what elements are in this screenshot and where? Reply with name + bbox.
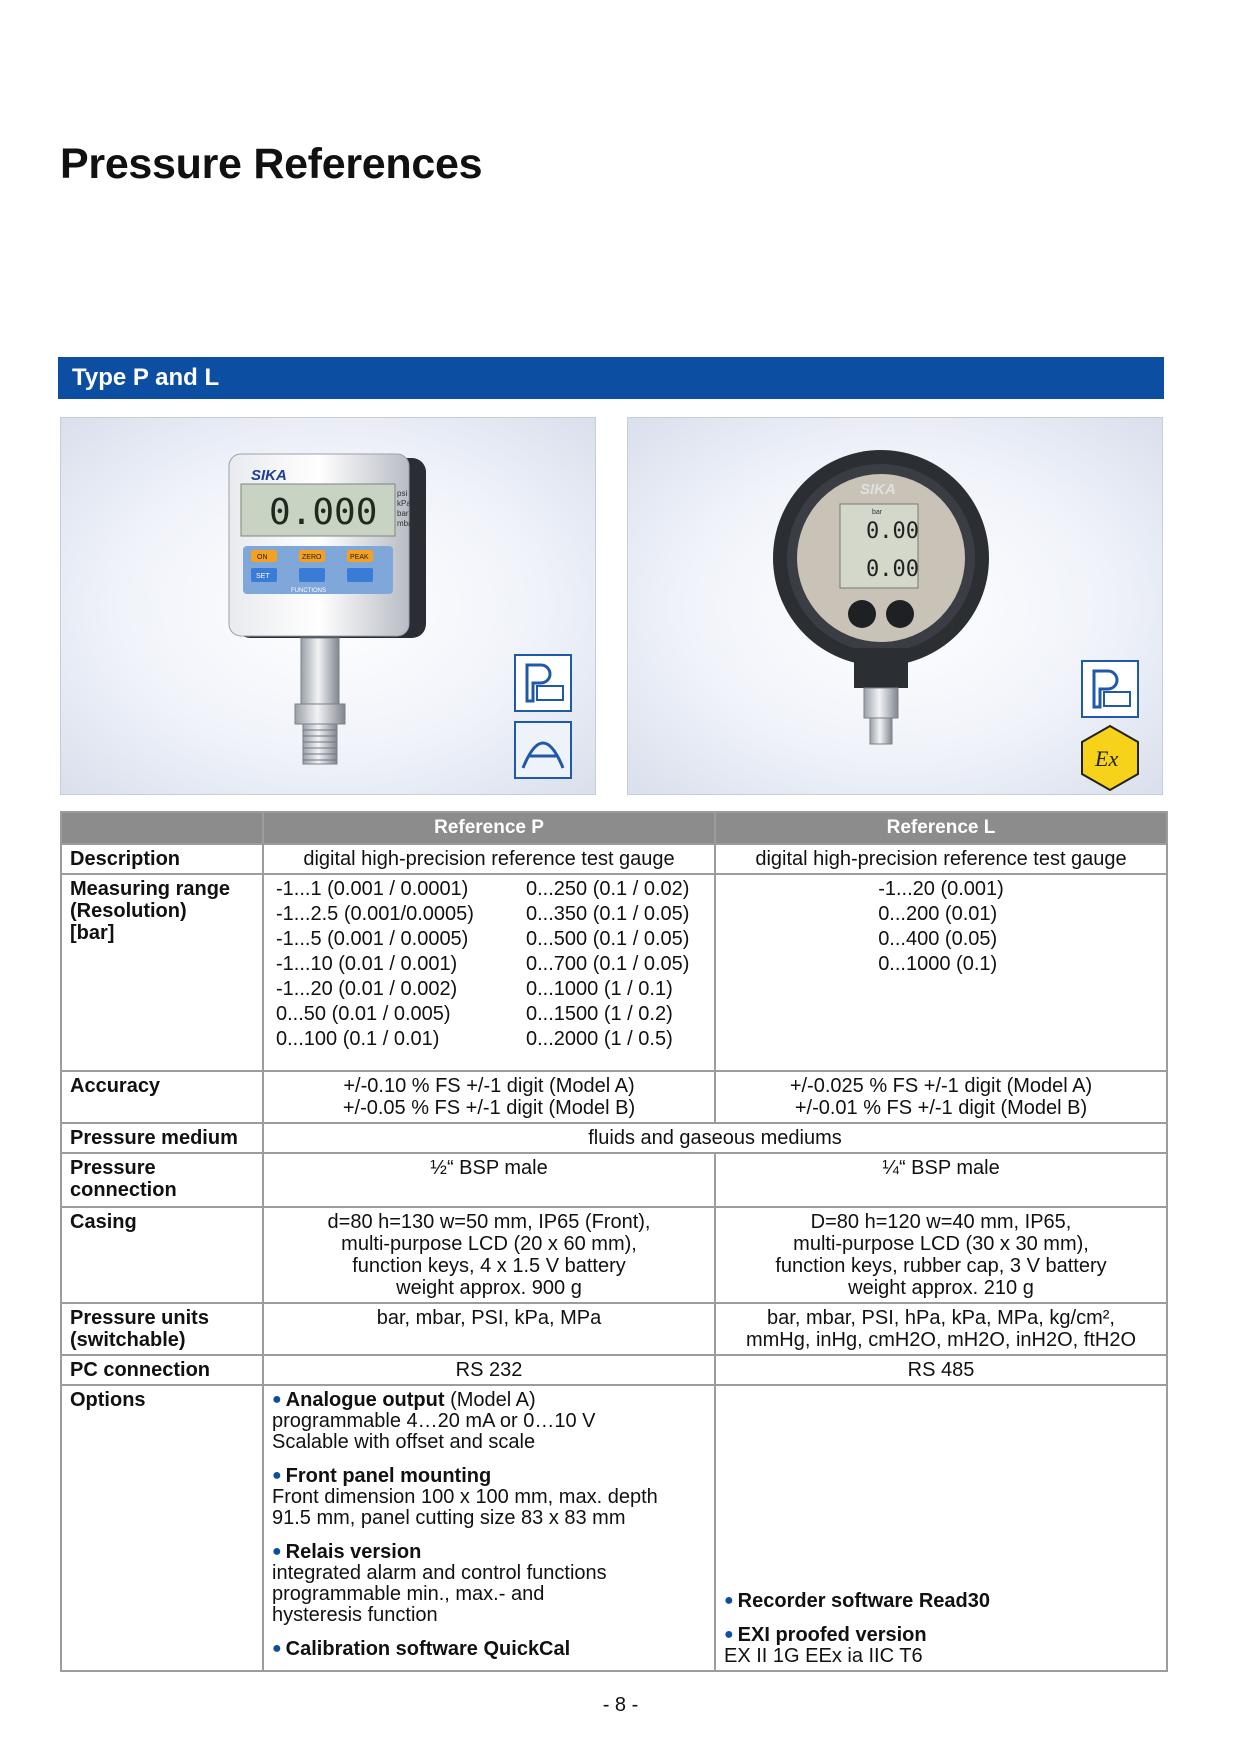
lcd-unit-mbar: mbar (397, 519, 416, 528)
row-pc-connection (61, 1355, 1167, 1385)
accuracy-line: +/-0.10 % FS +/-1 digit (Model A) (343, 1075, 635, 1097)
option-exi-proofed (724, 1624, 1158, 1667)
measuring-range-l (715, 874, 1167, 1071)
casing-line: weight approx. 900 g (396, 1277, 582, 1299)
label-accuracy: Accuracy (61, 1071, 263, 1123)
range-item: 0...500 (0.1 / 0.05) (526, 928, 690, 950)
casing-line: function keys, rubber cap, 3 V battery (775, 1255, 1107, 1277)
bullet-icon: ● (272, 1543, 282, 1560)
options-l (715, 1385, 1167, 1671)
option-calibration-software (272, 1638, 706, 1660)
bullet-icon: ● (272, 1391, 282, 1408)
row-pressure-units (61, 1303, 1167, 1355)
range-item: 0...50 (0.01 / 0.005) (276, 1003, 451, 1025)
connection-l: ¼“ BSP male (715, 1153, 1167, 1207)
option-title: Calibration software QuickCal (285, 1638, 571, 1660)
range-item: 0...350 (0.1 / 0.05) (526, 903, 690, 925)
option-line: EX II 1G EEx ia IIC T6 (724, 1645, 923, 1667)
label-line: Measuring range (70, 878, 231, 900)
key-zero: ZERO (302, 554, 322, 561)
range-item: 0...1000 (0.1) (878, 953, 998, 975)
label-options: Options (61, 1385, 263, 1671)
range-item: 0...200 (0.01) (878, 903, 998, 925)
option-line: programmable 4…20 mA or 0…10 V (272, 1410, 596, 1432)
option-title-suffix: (Model A) (444, 1389, 536, 1411)
option-line: programmable min., max.- and (272, 1583, 545, 1605)
label-line: Pressure (70, 1157, 156, 1179)
key-peak: PEAK (350, 554, 369, 561)
row-pressure-connection (61, 1153, 1167, 1207)
casing-line: d=80 h=130 w=50 mm, IP65 (Front), (327, 1211, 651, 1233)
bullet-icon: ● (272, 1640, 282, 1657)
connection-p: ½“ BSP male (263, 1153, 715, 1207)
range-item: 0...700 (0.1 / 0.05) (526, 953, 690, 975)
label-line: connection (70, 1179, 177, 1201)
option-recorder-software (724, 1590, 1158, 1612)
casing-line: multi-purpose LCD (20 x 60 mm), (341, 1233, 637, 1255)
lcd-unit-psi: psi (397, 489, 408, 498)
section-header (58, 357, 1164, 399)
header-blank (61, 812, 263, 844)
key-on: ON (257, 554, 268, 561)
lcd-display-top: 0.00 (866, 519, 919, 544)
description-p: digital high-precision reference test gauge (263, 844, 715, 874)
range-item: 0...1500 (1 / 0.2) (526, 1003, 673, 1025)
option-relais (272, 1541, 706, 1626)
ex-certification-icon (1082, 726, 1138, 790)
keys-caption: FUNCTIONS (291, 588, 326, 594)
accuracy-line: +/-0.025 % FS +/-1 digit (Model A) (789, 1075, 1093, 1097)
lcd-unit-kpa: kPa (397, 499, 411, 508)
range-item: -1...2.5 (0.001/0.0005) (276, 903, 474, 925)
label-pressure-medium: Pressure medium (61, 1123, 263, 1153)
analogue-output-icon (515, 722, 571, 778)
section-title: Type P and L (72, 364, 220, 391)
range-item: 0...2000 (1 / 0.5) (526, 1028, 673, 1050)
reference-p-photo (60, 417, 596, 795)
spec-table (60, 811, 1168, 1672)
option-line: Scalable with offset and scale (272, 1431, 536, 1453)
option-line: Front dimension 100 x 100 mm, max. depth (272, 1486, 658, 1508)
header-reference-l: Reference L (715, 812, 1167, 844)
description-l: digital high-precision reference test gauge (715, 844, 1167, 874)
accuracy-line: +/-0.01 % FS +/-1 digit (Model B) (794, 1097, 1088, 1119)
label-casing: Casing (61, 1207, 263, 1303)
range-item: -1...5 (0.001 / 0.0005) (276, 928, 469, 950)
option-line: integrated alarm and control functions (272, 1562, 607, 1584)
units-l (715, 1303, 1167, 1355)
row-casing (61, 1207, 1167, 1303)
label-measuring-range (61, 874, 263, 1071)
label-pressure-units (61, 1303, 263, 1355)
range-item: 0...1000 (1 / 0.1) (526, 978, 673, 1000)
bullet-icon: ● (724, 1626, 734, 1643)
label-pc-connection: PC connection (61, 1355, 263, 1385)
option-title: Front panel mounting (285, 1465, 492, 1487)
accuracy-line: +/-0.05 % FS +/-1 digit (Model B) (342, 1097, 636, 1119)
casing-line: multi-purpose LCD (30 x 30 mm), (793, 1233, 1089, 1255)
option-title: Relais version (285, 1541, 422, 1563)
accuracy-p (263, 1071, 715, 1123)
accuracy-l (715, 1071, 1167, 1123)
bullet-icon: ● (724, 1592, 734, 1609)
page-title: Pressure References (60, 140, 483, 188)
lcd-display-bottom: 0.00 (866, 557, 919, 582)
casing-line: D=80 h=120 w=40 mm, IP65, (810, 1211, 1072, 1233)
lcd-unit-bar: bar (397, 509, 409, 518)
option-line: 91.5 mm, panel cutting size 83 x 83 mm (272, 1507, 626, 1529)
label-line: [bar] (70, 922, 115, 944)
row-options (61, 1385, 1167, 1671)
range-item: -1...20 (0.01 / 0.002) (276, 978, 458, 1000)
casing-p (263, 1207, 715, 1303)
units-line: bar, mbar, PSI, hPa, kPa, MPa, kg/cm², (767, 1307, 1115, 1329)
units-p: bar, mbar, PSI, kPa, MPa (263, 1303, 715, 1355)
bullet-icon: ● (272, 1467, 282, 1484)
range-item: -1...1 (0.001 / 0.0001) (276, 878, 469, 900)
units-line: mmHg, inHg, cmH2O, mH2O, inH2O, ftH2O (745, 1329, 1137, 1351)
header-reference-p: Reference P (263, 812, 715, 844)
option-title: EXI proofed version (737, 1624, 927, 1646)
range-item: 0...100 (0.1 / 0.01) (276, 1028, 440, 1050)
reference-l-photo (627, 417, 1163, 795)
options-p (263, 1385, 715, 1671)
range-item: -1...10 (0.01 / 0.001) (276, 953, 458, 975)
pc-p: RS 232 (263, 1355, 715, 1385)
brand-logo: SIKA (251, 467, 287, 484)
label-pressure-connection (61, 1153, 263, 1207)
range-item: 0...400 (0.05) (878, 928, 998, 950)
lcd-display: 0.000 (269, 492, 378, 533)
label-line: (switchable) (70, 1329, 186, 1351)
range-item: -1...20 (0.001) (878, 878, 1004, 900)
label-line: Pressure units (70, 1307, 209, 1329)
label-line: (Resolution) (70, 900, 187, 922)
label-description: Description (61, 844, 263, 874)
lcd-unit-l: bar (872, 509, 883, 516)
measuring-range-p (263, 874, 715, 1071)
row-pressure-medium (61, 1123, 1167, 1153)
row-description (61, 844, 1167, 874)
option-analogue-output (272, 1389, 706, 1453)
row-measuring-range (61, 874, 1167, 1071)
table-header-row (61, 812, 1167, 844)
page-number: - 8 - (602, 1694, 639, 1716)
casing-line: weight approx. 210 g (848, 1277, 1034, 1299)
option-front-panel (272, 1465, 706, 1529)
pressure-medium-value: fluids and gaseous mediums (263, 1123, 1167, 1153)
brand-logo-l: SIKA (860, 481, 896, 498)
option-title: Analogue output (285, 1389, 445, 1411)
pc-certification-icon-l (1082, 661, 1138, 717)
key-set: SET (256, 573, 270, 580)
pc-l: RS 485 (715, 1355, 1167, 1385)
casing-l (715, 1207, 1167, 1303)
option-title: Recorder software Read30 (737, 1590, 990, 1612)
range-item: 0...250 (0.1 / 0.02) (526, 878, 690, 900)
row-accuracy (61, 1071, 1167, 1123)
svg-text:Ex: Ex (1095, 746, 1119, 771)
option-line: hysteresis function (272, 1604, 438, 1626)
casing-line: function keys, 4 x 1.5 V battery (352, 1255, 626, 1277)
pc-certification-icon (515, 655, 571, 711)
